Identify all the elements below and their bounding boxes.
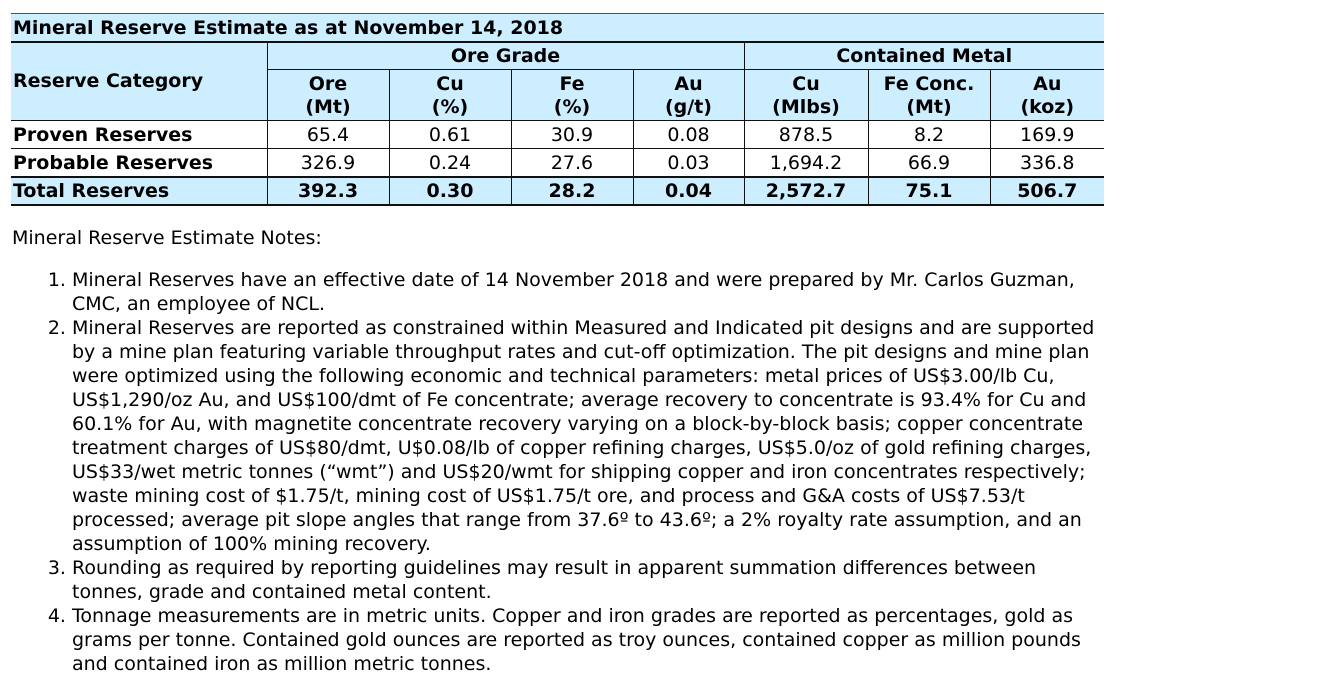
table-cell: 169.9 xyxy=(1020,123,1075,146)
column-header-au-grade: Au (g/t) xyxy=(633,70,744,121)
table-cell: 2,572.7 xyxy=(744,177,868,205)
note-item: 1. Mineral Reserves have an effective date of 14 November 2018 and were prepared by Mr. Carlos Guzman, CMC, an employee of NCL. xyxy=(72,268,1110,316)
note-item: 4. Tonnage measurements are in metric units. Copper and iron grades are reported as percentages, gold as grams per tonne. Contained gold ounces are reported as troy ounces, contained copper as million pounds and contained iron as million metric tonnes. xyxy=(72,604,1110,676)
ore-grade-group-header: Ore Grade xyxy=(267,42,744,70)
notes-list xyxy=(0,268,1110,676)
column-header-fe-grade: Fe (%) xyxy=(511,70,633,121)
column-header-ore: Ore (Mt) xyxy=(267,70,389,121)
row-label-probable: Probable Reserves xyxy=(11,149,267,178)
table-row xyxy=(11,149,1104,178)
table-cell: 0.04 xyxy=(633,177,744,205)
table-cell: 28.2 xyxy=(511,177,633,205)
column-header-au-metal: Au (koz) xyxy=(990,70,1104,121)
table-cell: 326.9 xyxy=(267,149,389,178)
column-header-fe-conc: Fe Conc. (Mt) xyxy=(868,70,990,121)
table-cell: 0.24 xyxy=(389,149,511,178)
note-item: 3. Rounding as required by reporting guidelines may result in apparent summation differences between tonnes, grade and contained metal content. xyxy=(72,556,1110,604)
table-title: Mineral Reserve Estimate as at November 14, 2018 xyxy=(11,14,1104,43)
table-cell: 66.9 xyxy=(868,149,990,178)
row-label-proven: Proven Reserves xyxy=(11,121,267,149)
table-cell: 30.9 xyxy=(511,121,633,149)
reserve-category-header: Reserve Category xyxy=(11,42,267,121)
table-row xyxy=(11,121,1104,149)
contained-metal-group-header: Contained Metal xyxy=(744,42,1104,70)
table-cell: 506.7 xyxy=(990,177,1104,205)
table-cell: 0.30 xyxy=(389,177,511,205)
table-cell: 336.8 xyxy=(990,149,1104,178)
column-header-cu-metal: Cu (Mlbs) xyxy=(744,70,868,121)
row-label-total: Total Reserves xyxy=(11,177,267,205)
table-cell: 0.03 xyxy=(633,149,744,178)
note-item: 2. Mineral Reserves are reported as constrained within Measured and Indicated pit designs and are supported by a mine plan featuring variable throughput rates and cut-off optimization. The pit designs and mine plan were optimized using the following economic and technical parameters: metal prices of US$3.00/lb Cu, US$1,290/oz Au, and US$100/dmt of Fe concentrate; average recovery to concentrate is 93.4% for Cu and 60.1% for Au, with magnetite concentrate recovery varying on a block-by-block basis; copper concentrate treatment charges of US$80/dmt, U$0.08/lb of copper refining charges, US$5.0/oz of gold refining charges, US$33/wet metric tonnes (“wmt”) and US$20/wmt for shipping copper and iron concentrates respectively; waste mining cost of $1.75/t, mining cost of US$1.75/t ore, and process and G&A costs of US$7.53/t processed; average pit slope angles that range from 37.6º to 43.6º; a 2% royalty rate assumption, and an assumption of 100% mining recovery. xyxy=(72,316,1110,556)
column-header-cu-grade: Cu (%) xyxy=(389,70,511,121)
table-row-total xyxy=(11,177,1104,205)
table-cell: 8.2 xyxy=(868,121,990,149)
table-cell: 392.3 xyxy=(267,177,389,205)
table-cell: 0.08 xyxy=(633,121,744,149)
table-cell: 65.4 xyxy=(267,121,389,149)
table-cell: 1,694.2 xyxy=(744,149,868,178)
notes-title: Mineral Reserve Estimate Notes: xyxy=(12,227,322,249)
table-cell: 878.5 xyxy=(744,121,868,149)
mineral-reserve-table xyxy=(11,13,1104,206)
table-cell: 0.61 xyxy=(389,121,511,149)
table-cell: 27.6 xyxy=(511,149,633,178)
table-cell: 75.1 xyxy=(868,177,990,205)
